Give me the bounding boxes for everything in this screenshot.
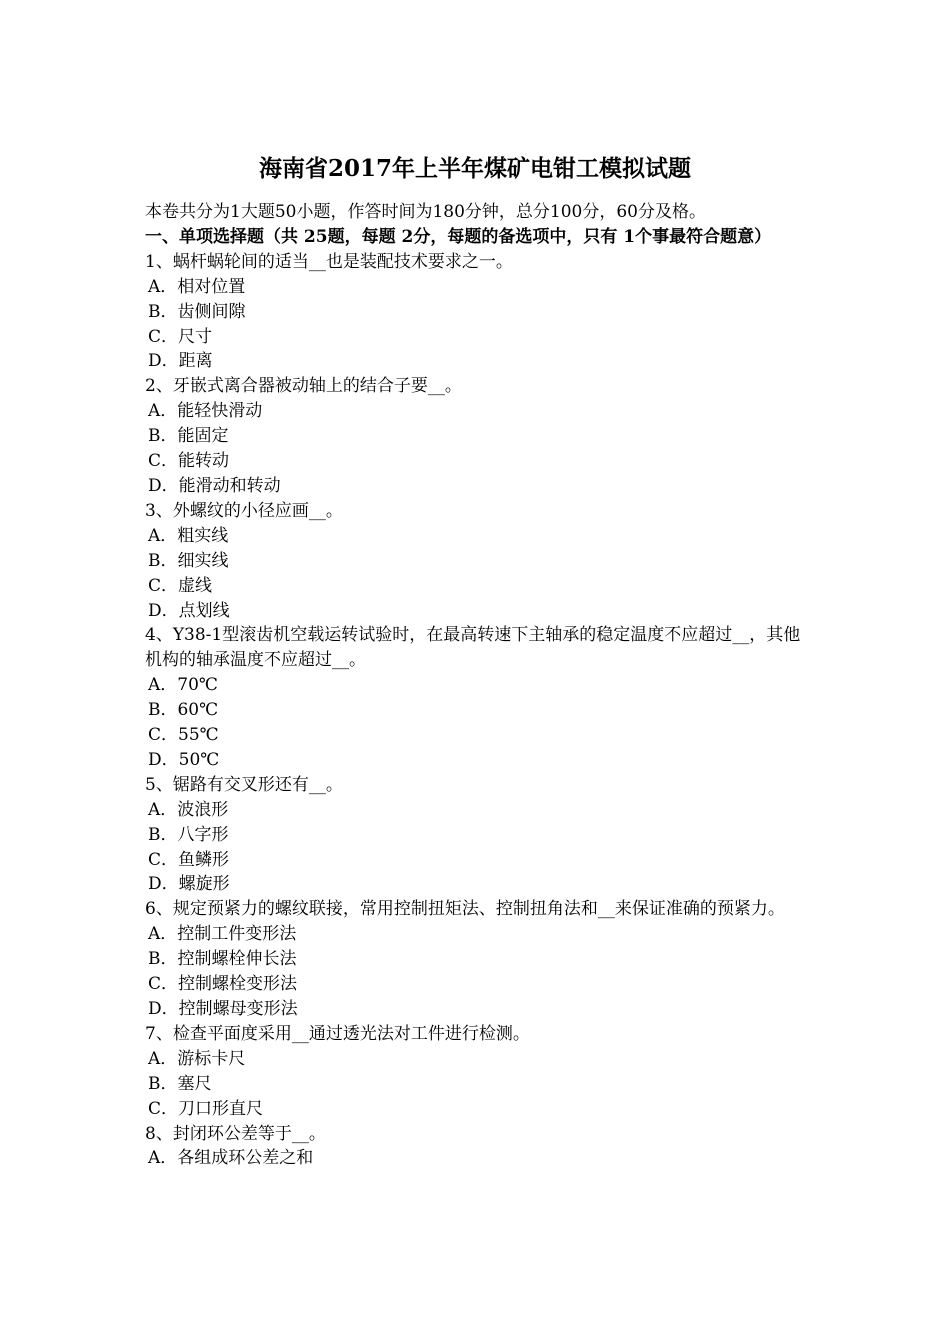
question-stem: 1、蜗杆蜗轮间的适当__也是装配技术要求之一。 (145, 251, 513, 272)
question-8 (145, 1122, 813, 1172)
question-stem: 2、牙嵌式离合器被动轴上的结合子要__。 (145, 376, 462, 397)
option-d: D．螺旋形 (148, 874, 230, 895)
question-1 (145, 250, 813, 375)
section-heading: 一、单项选择题（共 25题，每题 2分，每题的备选项中，只有 1个事最符合题意） (145, 226, 772, 247)
option-c: C．55℃ (148, 725, 219, 746)
question-stem: 6、规定预紧力的螺纹联接，常用控制扭矩法、控制扭角法和__来保证准确的预紧力。 (145, 899, 785, 920)
question-4 (145, 623, 813, 772)
option-a: A．粗实线 (148, 525, 229, 546)
option-d: D．距离 (148, 351, 213, 372)
option-c: C．刀口形直尺 (148, 1098, 264, 1119)
question-5 (145, 773, 813, 898)
option-a: A．70℃ (148, 675, 218, 696)
option-c: C．控制螺栓变形法 (148, 974, 298, 995)
exam-intro: 本卷共分为1大题50小题，作答时间为180分钟，总分100分，60分及格。 (145, 202, 706, 222)
option-a: A．控制工件变形法 (148, 924, 297, 945)
question-stem: 3、外螺纹的小径应画__。 (145, 500, 343, 521)
question-7 (145, 1022, 813, 1122)
option-a: A．相对位置 (148, 276, 246, 297)
option-d: D．能滑动和转动 (148, 475, 281, 496)
option-b: B．能固定 (148, 426, 229, 447)
option-b: B．细实线 (148, 550, 229, 571)
option-c: C．能转动 (148, 451, 230, 472)
option-d: D．50℃ (148, 749, 220, 770)
option-a: A．各组成环公差之和 (148, 1148, 314, 1169)
option-c: C．尺寸 (148, 326, 213, 347)
question-stem: 7、检查平面度采用__通过透光法对工件进行检测。 (145, 1023, 530, 1044)
option-d: D．点划线 (148, 600, 230, 621)
document-body (145, 200, 813, 1171)
option-c: C．鱼鳞形 (148, 849, 230, 870)
option-b: B．齿侧间隙 (148, 301, 246, 322)
option-a: A．游标卡尺 (148, 1048, 246, 1069)
document-title: 海南省2017年上半年煤矿电钳工模拟试题 (258, 155, 691, 182)
question-stem: 8、封闭环公差等于__。 (145, 1123, 326, 1144)
option-b: B．塞尺 (148, 1073, 212, 1094)
option-d: D．控制螺母变形法 (148, 999, 298, 1019)
question-stem: 4、Y38-1型滚齿机空载运转试验时，在最高转速下主轴承的稳定温度不应超过__，其他机构的轴承温度不应超过__。 (145, 625, 801, 671)
question-3 (145, 499, 813, 624)
option-b: B．60℃ (148, 700, 219, 721)
option-a: A．能轻快滑动 (148, 401, 263, 422)
option-a: A．波浪形 (148, 799, 229, 820)
option-b: B．八字形 (148, 824, 229, 845)
option-b: B．控制螺栓伸长法 (148, 949, 297, 970)
option-c: C．虚线 (148, 575, 213, 596)
question-stem: 5、锯路有交叉形还有__。 (145, 774, 343, 795)
question-2 (145, 374, 813, 499)
question-6 (145, 897, 813, 1022)
